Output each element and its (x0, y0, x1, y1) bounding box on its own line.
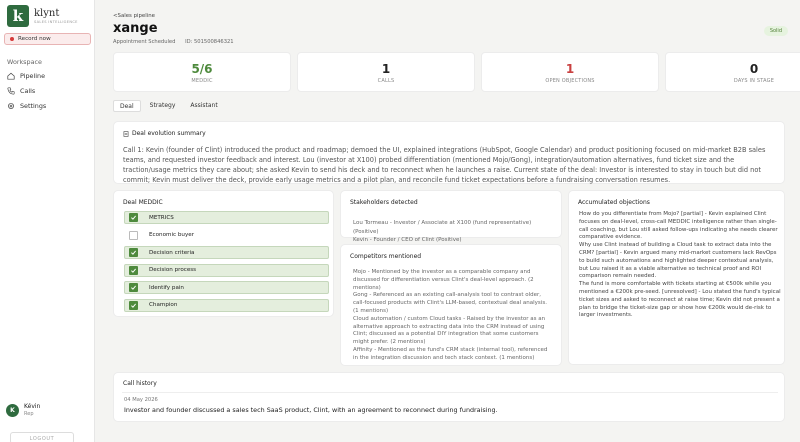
call-history-entry[interactable] (122, 392, 778, 415)
meddic-label: Economic buyer (149, 232, 195, 238)
stakeholders-card (340, 190, 562, 244)
brand[interactable] (7, 5, 78, 27)
meddic-row-economic-buyer[interactable] (124, 229, 329, 242)
breadcrumb[interactable]: <Sales pipeline (113, 13, 155, 19)
meddic-row-decision-process[interactable] (124, 264, 329, 277)
user-profile[interactable] (6, 403, 40, 417)
summary-text: Call 1: Kevin (founder of Clint) introduced the product and roadmap; demoed the UI, explained integrations (HubSpot, Google Calendar) and product positioning focused on mid-market B2B sales teams, and requested investor feedback and interest. Lou (investor at X100) probed differentiation (mentioned Mojo/Gong), integration/automation alternatives, fund ticket size and the traction/usage metrics they care about; she asked Kevin to send his deck and to reconnect when he launches a raise. Current state of the deal: Investor is interested to stay in touch but did not commit; Kevin must deliver the deck, provide early usage metrics and a pilot plan, and reconcile fund ticket expectations before a fundraising conversation resumes. (123, 146, 766, 184)
list-item: Mojo - Mentioned by the investor as a comparable company and discussed for differentiation versus Clint's deal-level approach. (2 mentions) (353, 269, 534, 291)
checkbox-empty-icon[interactable] (129, 231, 138, 240)
stat-value: 1 (565, 62, 575, 76)
objections-list (579, 211, 781, 320)
stat-label: CALLS (377, 78, 395, 84)
meddic-label: Decision process (149, 267, 197, 273)
list-item: The fund is more comfortable with tickets starting at €500k while you mentioned a €200k pre-seed. [unresolved] - Lou stated the fund's typical ticket sizes and asked to reconnect at raise time; Kevin did not present a plan to bridge the ticket-size gap or show how €200k would de-risk to larger investments. (579, 281, 781, 319)
brand-name: klynt (34, 8, 60, 19)
list-item: Why use Clint instead of building a Cloud task to extract data into the CRM? [partial] - Kevin argued many mid-market customers lack RevOps to build such automations and highlighted deeper contextual analysis, but Lou raised it as a viable alternative so technical proof and ROI comparison remain needed. (579, 242, 777, 280)
document-icon (123, 131, 129, 137)
stat-value: 5/6 (191, 62, 213, 76)
competitors-title: Competitors mentioned (350, 253, 422, 260)
sidebar-item-pipeline[interactable] (7, 70, 91, 82)
deal-stage: Appointment Scheduled (113, 39, 176, 45)
stat-value: 1 (381, 62, 391, 76)
stat-card-calls (297, 52, 475, 92)
sidebar-item-label: Calls (20, 87, 36, 95)
stat-card-meddic (113, 52, 291, 92)
checkbox-checked-icon[interactable] (129, 301, 138, 310)
checkbox-checked-icon[interactable] (129, 248, 138, 257)
list-item: Affinity - Mentioned as the fund's CRM stack (internal tool), referenced in the integration discussion and tech stack context. (1 mentions) (353, 346, 548, 361)
stakeholders-title: Stakeholders detected (350, 199, 418, 206)
meddic-title: Deal MEDDIC (123, 199, 163, 206)
call-history-title: Call history (123, 380, 157, 387)
workspace-label: Workspace (7, 58, 42, 66)
objections-card (568, 190, 785, 365)
meddic-row-identify-pain[interactable] (124, 281, 329, 294)
call-date: 04 May 2026 (124, 397, 158, 403)
stat-label: MEDDIC (191, 78, 213, 84)
stat-label: DAYS IN STAGE (733, 78, 775, 84)
brand-logo: k (7, 5, 29, 27)
user-role: Rep (24, 411, 34, 417)
meddic-card (113, 190, 334, 317)
competitors-list (353, 269, 553, 363)
meddic-row-champion[interactable] (124, 299, 329, 312)
status-badge: Solid (764, 26, 788, 36)
avatar: K (6, 404, 19, 417)
checkbox-checked-icon[interactable] (129, 213, 138, 222)
deal-meta (113, 39, 234, 45)
meddic-row-metrics[interactable] (124, 211, 329, 224)
summary-title: Deal evolution summary (132, 130, 206, 137)
stat-label: OPEN OBJECTIONS (545, 78, 595, 84)
competitors-card (340, 244, 562, 366)
sidebar (0, 0, 95, 442)
stat-card-days-in-stage (665, 52, 800, 92)
list-item: Kevin - Founder / CEO of Clint (Positive) (353, 237, 462, 244)
record-now-label: Record now (18, 36, 51, 42)
stat-card-open-objections (481, 52, 659, 92)
logout-button[interactable]: LOGOUT (10, 432, 74, 442)
main-content (95, 0, 800, 442)
objections-title: Accumulated objections (578, 199, 650, 206)
tab-bar (113, 100, 227, 112)
list-item: Lou Tormeau - Investor / Associate at X100 (fund representative) (Positive) (353, 220, 532, 235)
record-dot-icon (10, 37, 14, 41)
stakeholders-list (353, 219, 553, 245)
home-icon (7, 72, 15, 80)
sidebar-item-label: Pipeline (20, 72, 46, 80)
stat-value: 0 (749, 62, 759, 76)
tab-assistant[interactable]: Assistant (190, 102, 218, 109)
record-now-button[interactable] (4, 33, 91, 45)
call-history-card (113, 372, 785, 422)
meddic-label: Identify pain (149, 284, 184, 291)
list-item: Cloud automation / custom Cloud tasks - Raised by the investor as an alternative approach to extracting data into the CRM instead of using Clint; discussed as a potential DIY integration that some customers might prefer. (2 mentions) (353, 315, 546, 346)
deal-summary-card (113, 121, 785, 184)
brand-tagline: SALES INTELLIGENCE (34, 20, 78, 24)
meddic-label: Champion (149, 302, 178, 308)
list-item: How do you differentiate from Mojo? [partial] - Kevin explained Clint focuses on deal-level, cross-call MEDDIC intelligence rather than single-call coaching, but Lou still asked follow-ups indicating she needs clearer comparative evidence. (579, 211, 778, 241)
sidebar-item-label: Settings (20, 102, 47, 110)
tab-deal[interactable]: Deal (113, 100, 141, 112)
tab-strategy[interactable]: Strategy (149, 102, 176, 109)
meddic-label: Decision criteria (149, 249, 195, 256)
sidebar-item-calls[interactable] (7, 85, 91, 97)
page-title: xange (113, 21, 158, 36)
list-item: Gong - Referenced as an existing call-analysis tool to contrast older, call-focused products with Clint's LLM-based, contextual deal analysis. (1 mentions) (353, 292, 547, 314)
gear-icon (7, 102, 15, 110)
deal-id: ID: 501500846321 (185, 39, 234, 45)
sidebar-item-settings[interactable] (7, 100, 91, 112)
phone-icon (7, 87, 15, 95)
checkbox-checked-icon[interactable] (129, 283, 138, 292)
checkbox-checked-icon[interactable] (129, 266, 138, 275)
user-name: Kévin (24, 403, 41, 410)
meddic-label: METRICS (149, 214, 174, 221)
call-summary: Investor and founder discussed a sales tech SaaS product, Clint, with an agreement to reconnect during fundraising. (124, 406, 498, 414)
meddic-row-decision-criteria[interactable] (124, 246, 329, 259)
